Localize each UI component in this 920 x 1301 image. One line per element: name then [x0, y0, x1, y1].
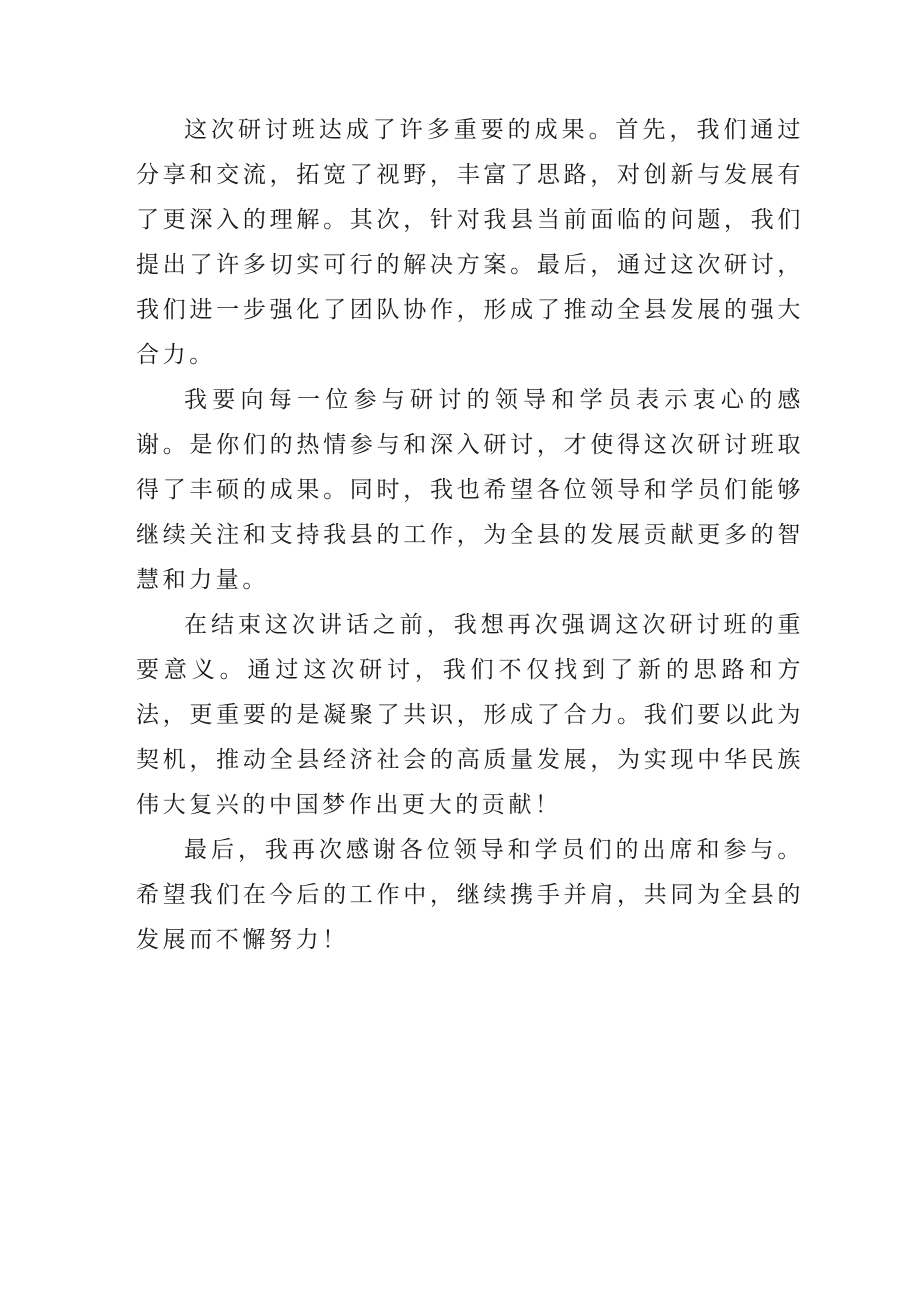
paragraph-significance: 在结束这次讲话之前，我想再次强调这次研讨班的重要意义。通过这次研讨，我们不仅找到了新的思路和方法，更重要的是凝聚了共识，形成了合力。我们要以此为契机，推动全县经济社会的高质量发展，为实现中华民族伟大复兴的中国梦作出更大的贡献！	[136, 612, 804, 818]
paragraph-thanks: 我要向每一位参与研讨的领导和学员表示衷心的感谢。是你们的热情参与和深入研讨，才使得这次研讨班取得了丰硕的成果。同时，我也希望各位领导和学员们能够继续关注和支持我县的工作，为全县的发展贡献更多的智慧和力量。	[136, 387, 804, 593]
paragraph-achievements: 这次研讨班达成了许多重要的成果。首先，我们通过分享和交流，拓宽了视野，丰富了思路，对创新与发展有了更深入的理解。其次，针对我县当前面临的问题，我们提出了许多切实可行的解决方案。最后，通过这次研讨，我们进一步强化了团队协作，形成了推动全县发展的强大合力。	[136, 117, 804, 368]
document-body	[136, 108, 804, 963]
paragraph-closing: 最后，我再次感谢各位领导和学员们的出席和参与。希望我们在今后的工作中，继续携手并肩，共同为全县的发展而不懈努力！	[136, 837, 804, 953]
